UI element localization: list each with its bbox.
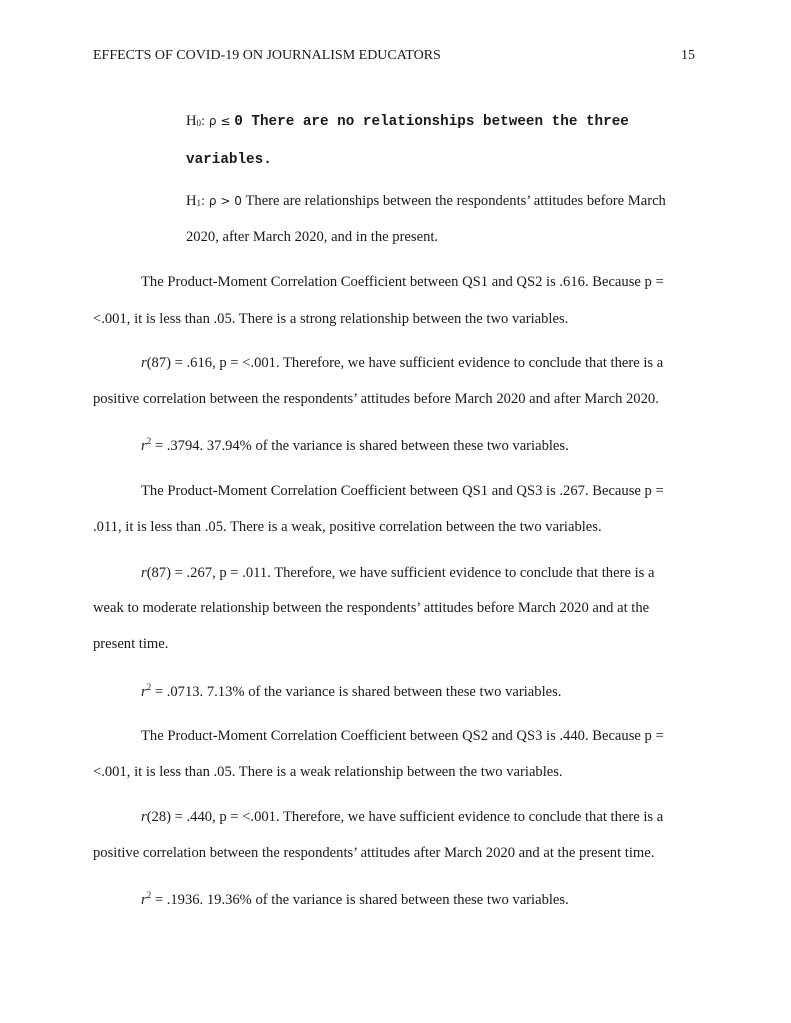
paragraph-qs1-qs3-line2: .011, it is less than .05. There is a weak, positive correlation between the two variables. — [93, 519, 602, 535]
hypothesis-alt-label: H — [186, 193, 197, 209]
result-qs2-qs3-line1 — [141, 810, 663, 825]
result-qs1-qs2-line2: positive correlation between the respondents’ attitudes before March 2020 and after March 2020. — [93, 391, 659, 407]
result-qs1-qs3-line3: present time. — [93, 636, 169, 652]
variance-qs1-qs2 — [141, 437, 569, 454]
running-head: EFFECTS OF COVID-19 ON JOURNALISM EDUCATORS — [93, 48, 441, 63]
hypothesis-null-label: H — [186, 113, 197, 129]
hypothesis-alt-condition: : ρ > 0 — [201, 194, 242, 208]
variance-qs1-qs3-text: = .0713. 7.13% of the variance is shared between these two variables. — [151, 684, 562, 700]
paragraph-qs1-qs2-line1: The Product-Moment Correlation Coefficient between QS1 and QS2 is .616. Because p = — [141, 274, 664, 290]
hypothesis-alt-line2: 2020, after March 2020, and in the present. — [186, 229, 439, 245]
paragraph-qs1-qs2-line2: <.001, it is less than .05. There is a strong relationship between the two variables. — [93, 311, 569, 327]
stat-exponent: 2 — [146, 436, 152, 446]
stat-r-symbol: r — [141, 684, 147, 700]
stat-exponent: 2 — [146, 890, 152, 900]
paragraph-qs1-qs3-line1: The Product-Moment Correlation Coefficient between QS1 and QS3 is .267. Because p = — [141, 483, 664, 499]
hypothesis-alt-line1 — [186, 194, 666, 209]
variance-qs2-qs3 — [141, 891, 569, 908]
hypothesis-null-line1 — [186, 114, 629, 129]
stat-r-symbol: r — [141, 892, 147, 908]
variance-qs1-qs3 — [141, 683, 561, 700]
hypothesis-alt-subscript: 1 — [196, 198, 202, 208]
result-qs1-qs3-line2: weak to moderate relationship between the respondents’ attitudes before March 2020 and at the — [93, 600, 650, 616]
hypothesis-null-line2: variables. — [186, 152, 272, 168]
hypothesis-alt-statement: There are relationships between the respondents’ attitudes before March — [241, 193, 666, 209]
variance-qs2-qs3-text: = .1936. 19.36% of the variance is shared between these two variables. — [151, 892, 569, 908]
stat-exponent: 2 — [146, 682, 152, 692]
result-qs1-qs2-line1 — [141, 356, 663, 371]
result-qs1-qs3-text: (87) = .267, p = .011. Therefore, we have sufficient evidence to conclude that there is a — [146, 565, 655, 581]
page-number: 15 — [681, 48, 695, 63]
stat-r-symbol: r — [141, 438, 147, 454]
stat-r-symbol: r — [141, 809, 147, 825]
result-qs1-qs3-line1 — [141, 566, 654, 581]
stat-r-symbol: r — [141, 355, 147, 371]
hypothesis-null-subscript: 0 — [196, 118, 202, 128]
variance-qs1-qs2-text: = .3794. 37.94% of the variance is shared between these two variables. — [151, 438, 569, 454]
stat-r-symbol: r — [141, 565, 147, 581]
result-qs2-qs3-line2: positive correlation between the respondents’ attitudes after March 2020 and at the present time. — [93, 845, 655, 861]
result-qs1-qs2-text: (87) = .616, p = <.001. Therefore, we have sufficient evidence to conclude that there is a — [146, 355, 664, 371]
hypothesis-null-statement: 0 There are no relationships between the three — [234, 114, 629, 130]
result-qs2-qs3-text: (28) = .440, p = <.001. Therefore, we have sufficient evidence to conclude that there is a — [146, 809, 664, 825]
paragraph-qs2-qs3-line2: <.001, it is less than .05. There is a weak relationship between the two variables. — [93, 764, 563, 780]
hypothesis-null-condition: : ρ ≤ — [201, 114, 235, 128]
paragraph-qs2-qs3-line1: The Product-Moment Correlation Coefficient between QS2 and QS3 is .440. Because p = — [141, 728, 664, 744]
